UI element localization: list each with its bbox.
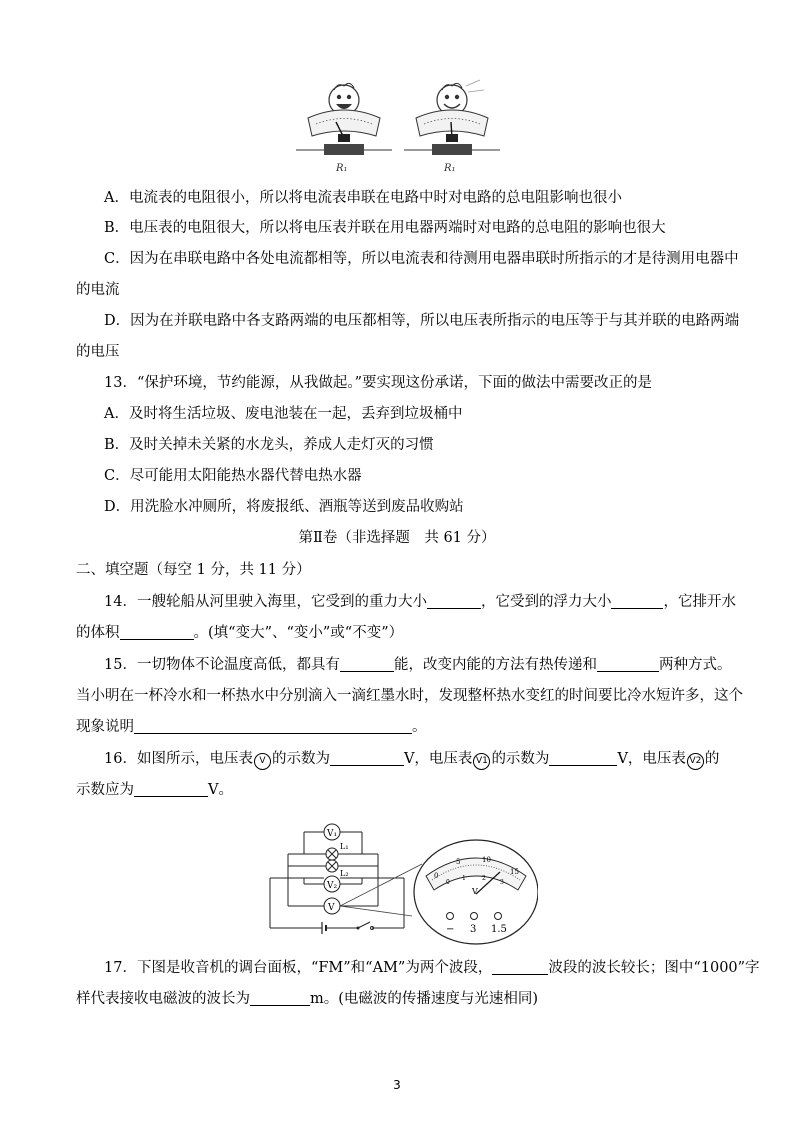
circuit-v2-label: V₂ bbox=[327, 881, 338, 891]
q15-text-2: 能，改变内能的方法有热传递和 bbox=[393, 657, 597, 673]
voltmeter-v2-symbol: V2 bbox=[687, 753, 704, 770]
q17-line2 bbox=[76, 989, 538, 1009]
q12-option-d-cont: 的电压 bbox=[76, 344, 120, 360]
q15-blank-phenomenon[interactable] bbox=[134, 718, 412, 734]
q16-blank-v[interactable] bbox=[330, 750, 404, 766]
q17-text-3: 样代表接收电磁波的波长为 bbox=[76, 991, 250, 1007]
part2-title: 第Ⅱ卷（非选择题 共 61 分） bbox=[298, 530, 496, 546]
q14-line1 bbox=[104, 592, 736, 612]
scale-bottom-3: 3 bbox=[500, 879, 504, 886]
circuit-figure bbox=[262, 820, 538, 946]
voltmeter-v1-symbol: V1 bbox=[473, 753, 490, 770]
scale-bottom-2: 2 bbox=[482, 875, 486, 882]
q13-option-d: D．用洗脸水冲厕所，将废报纸、酒瓶等送到废品收购站 bbox=[104, 499, 464, 515]
q16-text-3: V，电压表 bbox=[403, 751, 473, 767]
q14-text-4: 的体积 bbox=[76, 625, 120, 641]
q12-option-c-cont: 的电流 bbox=[76, 282, 120, 298]
scale-bottom-0: 0 bbox=[446, 879, 450, 886]
q14-text-5: 。(填“变大”、“变小”或“不变”） bbox=[193, 625, 404, 641]
q14-line2 bbox=[76, 623, 403, 643]
scale-bottom-1: 1 bbox=[462, 875, 466, 882]
terminal-1-5: 1.5 bbox=[491, 924, 507, 935]
q15-line1 bbox=[104, 655, 731, 675]
q12-option-c: C．因为在串联电路中各处电流都相等，所以电流表和待测用电器串联时所指示的才是待测用电器中 bbox=[104, 251, 739, 267]
q12-option-b: B．电压表的电阻很大，所以将电压表并联在用电器两端时对电路的总电阻的影响也很大 bbox=[104, 220, 666, 236]
q14-text-1: 14．一艘轮船从河里驶入海里，它受到的重力大小 bbox=[104, 594, 427, 610]
q17-blank-band[interactable] bbox=[492, 959, 548, 975]
circuit-v-label: V bbox=[328, 903, 335, 913]
q15-text-4: 现象说明 bbox=[76, 719, 134, 735]
meter-cartoon-figure bbox=[296, 78, 508, 180]
q16-text-1: 16．如图所示，电压表 bbox=[104, 751, 253, 767]
left-cartoon bbox=[296, 83, 392, 174]
section2-heading: 二、填空题（每空 1 分，共 11 分） bbox=[76, 562, 311, 578]
q16-text-2: 的示数为 bbox=[271, 751, 330, 767]
q16-line1 bbox=[104, 749, 719, 770]
right-resistor-label: R₁ bbox=[444, 163, 456, 174]
q13-option-b: B．及时关掉未关紧的水龙头，养成人走灯灭的习惯 bbox=[104, 437, 434, 453]
q14-text-2: ，它受到的浮力大小 bbox=[480, 594, 612, 610]
q15-text-5: 。 bbox=[412, 719, 427, 735]
q14-blank-gravity[interactable] bbox=[427, 593, 481, 609]
q13-option-a: A．及时将生活垃圾、废电池装在一起，丢弃到垃圾桶中 bbox=[104, 406, 463, 422]
q16-text-6: 的 bbox=[704, 751, 720, 767]
meter-unit: V bbox=[472, 887, 478, 896]
terminal-3: 3 bbox=[470, 924, 477, 935]
q15-text-3: 两种方式。 bbox=[658, 657, 732, 673]
q17-line1 bbox=[104, 958, 760, 978]
circuit-l2-label: L₂ bbox=[340, 869, 349, 878]
left-resistor-label: R₁ bbox=[336, 163, 348, 174]
q16-line2 bbox=[76, 780, 233, 800]
scale-top-5: 5 bbox=[456, 858, 461, 866]
q14-text-3: ，它排开水 bbox=[663, 594, 736, 610]
q13-option-c: C．尽可能用太阳能热水器代替电热水器 bbox=[104, 468, 362, 484]
q12-option-a: A．电流表的电阻很小，所以将电流表串联在电路中时对电路的总电阻影响也很小 bbox=[104, 190, 622, 206]
q16-text-7: 示数应为 bbox=[76, 782, 134, 798]
scale-top-10: 10 bbox=[482, 856, 491, 864]
circuit-v1-label: V₁ bbox=[327, 829, 338, 839]
scale-top-15: 15 bbox=[510, 868, 519, 876]
q12-option-d: D．因为在并联电路中各支路两端的电压都相等，所以电压表所指示的电压等于与其并联的电路两端 bbox=[104, 313, 740, 329]
q17-text-2: 波段的波长较长；图中“1000”字 bbox=[548, 960, 760, 976]
q17-text-4: m。(电磁波的传播速度与光速相同) bbox=[310, 991, 539, 1007]
circuit-l1-label: L₁ bbox=[340, 842, 349, 851]
q16-text-4: 的示数为 bbox=[491, 751, 550, 767]
page-number: 3 bbox=[393, 1078, 401, 1092]
q15-line3 bbox=[76, 717, 427, 737]
q16-blank-v1[interactable] bbox=[549, 750, 617, 766]
q16-text-8: V。 bbox=[208, 782, 233, 798]
q15-line2: 当小明在一杯冷水和一杯热水中分别滴入一滴红墨水时，发现整杯热水变红的时间要比冷水短许多，这个 bbox=[76, 688, 743, 704]
q17-blank-wavelength[interactable] bbox=[250, 990, 310, 1006]
q15-text-1: 15．一切物体不论温度高低，都具有 bbox=[104, 657, 340, 673]
q13-stem: 13．“保护环境，节约能源，从我做起。”要实现这份承诺，下面的做法中需要改正的是 bbox=[104, 375, 653, 391]
q14-blank-volume[interactable] bbox=[120, 624, 194, 640]
right-cartoon bbox=[404, 80, 500, 174]
q15-blank-energy[interactable] bbox=[340, 656, 394, 672]
voltmeter-v-symbol: V bbox=[254, 753, 271, 770]
q14-blank-buoyancy[interactable] bbox=[611, 593, 663, 609]
q16-blank-v2[interactable] bbox=[134, 781, 208, 797]
scale-top-0: 0 bbox=[434, 872, 439, 880]
q16-text-5: V，电压表 bbox=[617, 751, 686, 767]
q15-blank-method[interactable] bbox=[597, 656, 659, 672]
q17-text-1: 17．下图是收音机的调台面板，“FM”和“AM”为两个波段， bbox=[104, 960, 493, 976]
terminal-negative: − bbox=[446, 924, 455, 935]
